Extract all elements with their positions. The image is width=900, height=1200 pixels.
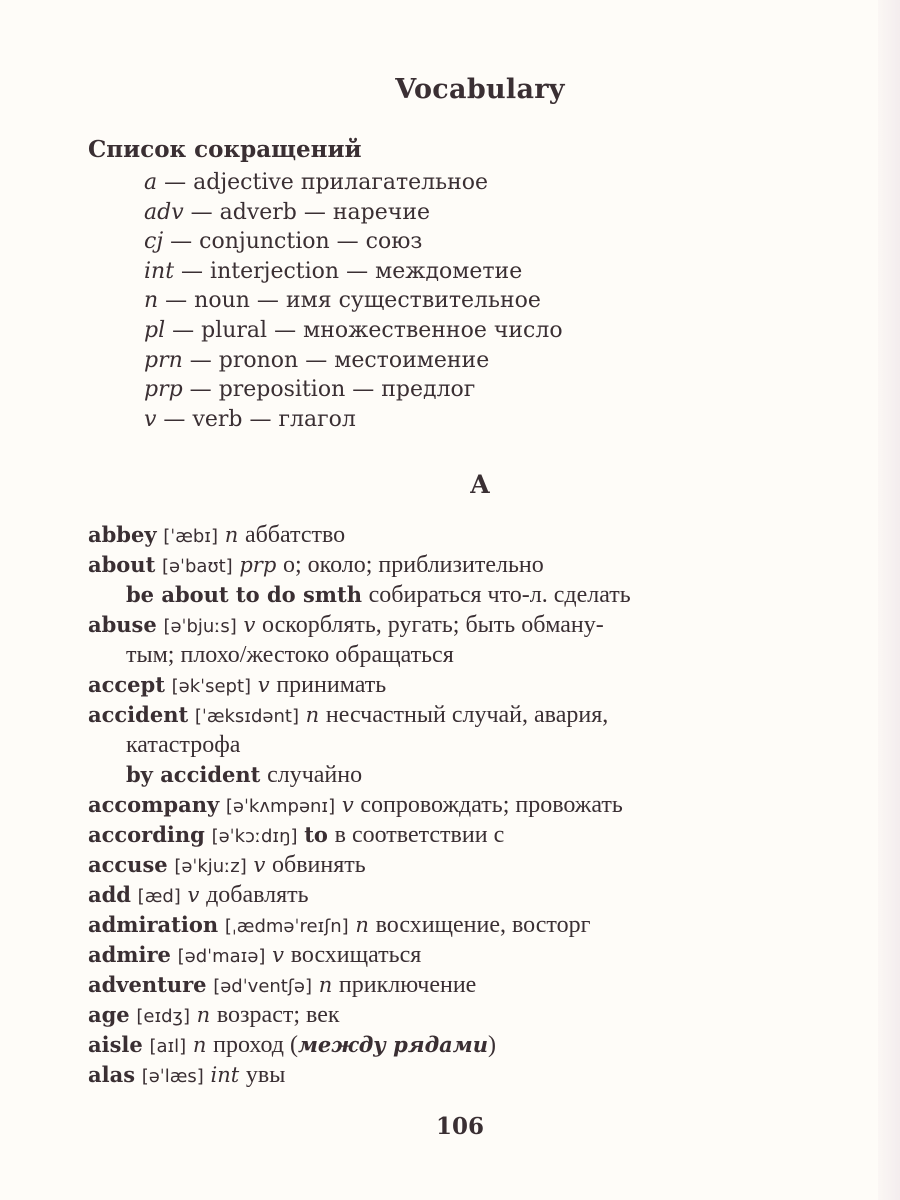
part-of-speech: n [355, 913, 369, 937]
abbreviation-row: adv — adverb — наречие [144, 199, 430, 225]
abbreviation: a [144, 170, 158, 195]
vocabulary-entry [88, 910, 878, 940]
headword: accept [88, 672, 165, 697]
abbreviation-row: n — noun — имя существительное [144, 288, 541, 314]
vocabulary-entry [88, 1000, 878, 1030]
headword: age [88, 1002, 130, 1027]
vocabulary-entries [88, 520, 878, 1090]
abbreviation-english: adverb [219, 199, 297, 225]
abbreviation-row: v — verb — глагол [144, 406, 356, 432]
part-of-speech: n [192, 1033, 207, 1057]
translation: о; около; приблизительно [282, 552, 544, 578]
vocabulary-entry [88, 880, 878, 910]
headword: be about to do smth [126, 582, 362, 607]
separator: — [249, 288, 286, 314]
section-letter: A [470, 470, 490, 499]
headword: abuse [88, 612, 157, 637]
vocabulary-entry [88, 790, 878, 820]
transcription: [əˈkjuːz] [174, 856, 247, 877]
abbreviation-russian: междометие [375, 258, 523, 284]
vocabulary-entry [88, 820, 878, 850]
abbreviation: prp [144, 377, 183, 403]
vocabulary-entry [88, 670, 878, 700]
headword: alas [88, 1062, 136, 1087]
translation: восхищаться [290, 942, 422, 968]
abbreviation: n [144, 288, 159, 314]
separator: — [329, 229, 366, 255]
abbreviations-list [144, 168, 563, 434]
translation-note: между рядами [297, 1032, 489, 1057]
translation: увы [245, 1062, 286, 1088]
abbreviation: v [144, 406, 157, 432]
part-of-speech: v [243, 613, 256, 637]
abbreviation-english: pronon [218, 347, 299, 373]
vocabulary-entry [88, 760, 878, 790]
abbreviation-english: preposition [218, 377, 346, 403]
abbreviation-row: a — adjective прилагательное [144, 170, 489, 195]
page-title: Vocabulary [395, 74, 565, 105]
transcription: [əˈlæs] [141, 1066, 204, 1087]
abbreviation-english: interjection [210, 258, 340, 284]
abbreviations-heading: Список сокращений [88, 136, 362, 163]
translation: проход ( [213, 1032, 298, 1058]
abbreviation-row: pl — plural — множественное число [144, 317, 563, 343]
abbreviation: prn [144, 347, 183, 373]
abbreviation-russian: прилагательное [300, 170, 489, 195]
separator: — [298, 347, 335, 373]
separator: — [242, 406, 279, 432]
abbreviation-row: cj — conjunction — союз [144, 229, 423, 255]
translation: возраст; век [216, 1002, 340, 1028]
translation: случайно [267, 762, 363, 788]
abbreviation-russian: имя существительное [285, 288, 541, 314]
headword: admiration [88, 912, 219, 937]
headword: admire [88, 942, 171, 967]
vocabulary-entry [88, 970, 878, 1000]
translation: собираться что-л. сделать [368, 582, 631, 608]
vocabulary-entry [88, 610, 878, 640]
translation: несчастный случай, авария, [325, 702, 609, 728]
translation: аббатство [244, 522, 346, 548]
translation: принимать [276, 672, 387, 698]
transcription: [əˈkɔːdɪŋ] [211, 826, 298, 847]
abbreviation-english: noun [194, 288, 250, 314]
page-number: 106 [435, 1113, 484, 1140]
abbreviation-russian: местоимение [334, 347, 490, 373]
transcription: [əkˈsept] [171, 676, 252, 697]
part-of-speech: int [210, 1063, 240, 1087]
part-of-speech: v [257, 673, 270, 697]
translation: сопровождать; провожать [360, 792, 623, 818]
headword: accuse [88, 852, 168, 877]
abbreviation: pl [144, 317, 166, 343]
abbreviation: int [144, 258, 175, 284]
abbreviation-english: conjunction [199, 229, 330, 255]
part-of-speech: v [187, 883, 200, 907]
headword: accompany [88, 792, 220, 817]
transcription: [əˈbjuːs] [163, 616, 237, 637]
headword-particle: to [304, 822, 328, 847]
transcription: [æd] [137, 886, 181, 907]
vocabulary-entry [88, 520, 878, 550]
abbreviation-row: int — interjection — междометие [144, 258, 523, 284]
vocabulary-entry [88, 580, 878, 610]
translation: восхищение, восторг [375, 912, 591, 938]
abbreviation-russian: глагол [278, 406, 356, 432]
separator: — [267, 317, 304, 343]
abbreviation-english: plural [201, 317, 268, 343]
abbreviation: adv [144, 199, 184, 225]
translation: приключение [338, 972, 477, 998]
part-of-speech: n [224, 523, 239, 547]
part-of-speech: n [305, 703, 320, 727]
abbreviation-english: adjective [193, 170, 294, 195]
translation: тым; плохо/жестоко обращаться [126, 642, 454, 668]
headword: accident [88, 702, 189, 727]
vocabulary-entry [88, 550, 878, 580]
part-of-speech: v [341, 793, 354, 817]
transcription: [eɪdʒ] [136, 1006, 190, 1027]
translation: катастрофа [126, 732, 241, 758]
page-edge-shadow [878, 0, 900, 1200]
part-of-speech: v [253, 853, 266, 877]
part-of-speech: v [272, 943, 284, 967]
transcription: [ˌædməˈreɪʃn] [224, 916, 349, 937]
abbreviation-row: prp — preposition — предлог [144, 377, 476, 403]
separator: — [345, 377, 382, 403]
vocabulary-entry-continuation [88, 640, 878, 670]
headword: according [88, 822, 205, 847]
translation: в соответствии с [334, 822, 505, 848]
headword: about [88, 552, 156, 577]
translation: обвинять [272, 852, 366, 878]
translation: добавлять [206, 882, 309, 908]
abbreviation-russian: предлог [381, 377, 476, 403]
headword: adventure [88, 972, 207, 997]
part-of-speech: n [196, 1003, 211, 1027]
vocabulary-entry [88, 1060, 878, 1090]
transcription: [ˈæksɪdənt] [194, 706, 299, 727]
transcription: [ədˈventʃə] [213, 976, 313, 997]
separator: — [296, 199, 333, 225]
vocabulary-entry [88, 940, 878, 970]
vocabulary-entry [88, 700, 878, 730]
translation-suffix: ) [488, 1032, 497, 1058]
translation: оскорблять, ругать; быть обману- [262, 612, 604, 638]
transcription: [ˈæbɪ] [163, 526, 219, 547]
headword: add [88, 882, 131, 907]
transcription: [əˈbaʊt] [161, 556, 233, 577]
separator: — [339, 258, 376, 284]
transcription: [aɪl] [149, 1036, 187, 1057]
vocabulary-entry [88, 850, 878, 880]
part-of-speech: prp [239, 553, 277, 577]
part-of-speech: n [318, 973, 333, 997]
headword: aisle [88, 1032, 143, 1057]
abbreviation-russian: множественное число [303, 317, 563, 343]
headword: by accident [126, 762, 261, 787]
separator [294, 170, 301, 195]
abbreviation-russian: наречие [332, 199, 430, 225]
vocabulary-entry [88, 1030, 878, 1060]
abbreviation-russian: союз [365, 229, 423, 255]
vocabulary-entry-continuation [88, 730, 878, 760]
abbreviation-row: prn — pronon — местоимение [144, 347, 490, 373]
abbreviation-english: verb [192, 406, 243, 432]
transcription: [ədˈmaɪə] [177, 946, 266, 967]
abbreviation: cj [144, 229, 164, 255]
transcription: [əˈkʌmpənɪ] [225, 796, 336, 817]
headword: abbey [88, 522, 157, 547]
